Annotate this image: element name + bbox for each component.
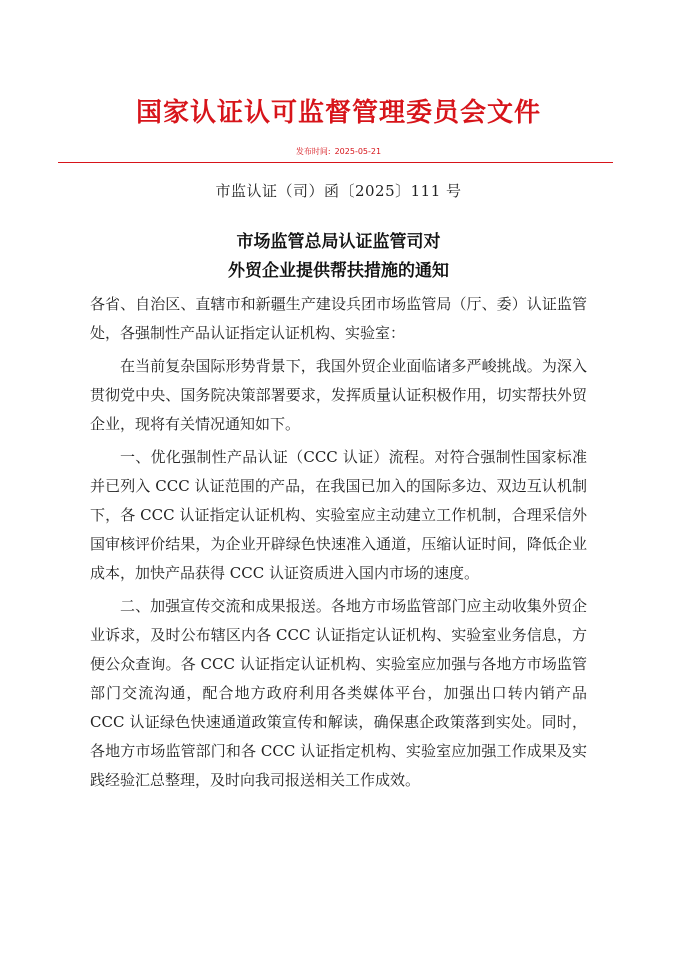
release-date-value: 2025-05-21 — [334, 147, 382, 156]
addressee-paragraph: 各省、自治区、直辖市和新疆生产建设兵团市场监管局（厅、委）认证监管处，各强制性产品认证指定认证机构、实验室： — [90, 295, 587, 342]
header-divider — [58, 162, 613, 163]
release-date-line — [0, 146, 677, 157]
subject-line-1: 市场监管总局认证监管司对 — [236, 232, 441, 252]
body-paragraph-intro: 在当前复杂国际形势背景下，我国外贸企业面临诸多严峻挑战。为深入贯彻党中央、国务院决策部署要求，发挥质量认证积极作用，切实帮扶外贸企业，现将有关情况通知如下。 — [90, 357, 587, 433]
document-header-title: 国家认证认可监督管理委员会文件 — [135, 98, 541, 128]
document-body — [90, 290, 587, 795]
release-date-label: 发布时间: — [295, 147, 331, 156]
subject-line-2: 外贸企业提供帮扶措施的通知 — [228, 261, 449, 281]
body-paragraph-2: 二、加强宣传交流和成果报送。各地方市场监管部门应主动收集外贸企业诉求，及时公布辖区内各 CCC 认证指定认证机构、实验室业务信息，方便公众查询。各 CCC 认证指定认证机构、实验室应加强与各地方市场监管部门交流沟通，配合地方政府利用各类媒体平台，加强出口转内销产品 CCC 认证绿色快速通道政策宣传和解读，确保惠企政策落到实处。同时，各地方市场监管部门和各 CCC 认证指定机构、实验室应加强工作成果及实践经验汇总整理，及时向我司报送相关工作成效。 — [90, 597, 587, 789]
document-number: 市监认证（司）函〔2025〕111 号 — [215, 182, 462, 200]
body-paragraph-1: 一、优化强制性产品认证（CCC 认证）流程。对符合强制性国家标准并已列入 CCC 认证范围的产品，在我国已加入的国际多边、双边互认机制下，各 CCC 认证指定认证机构、实验室应主动建立工作机制，合理采信外国审核评价结果，为企业开辟绿色快速准入通道，压缩认证时间，降低企业成本，加快产品获得 CCC 认证资质进入国内市场的速度。 — [90, 448, 587, 582]
document-subject — [0, 228, 677, 286]
